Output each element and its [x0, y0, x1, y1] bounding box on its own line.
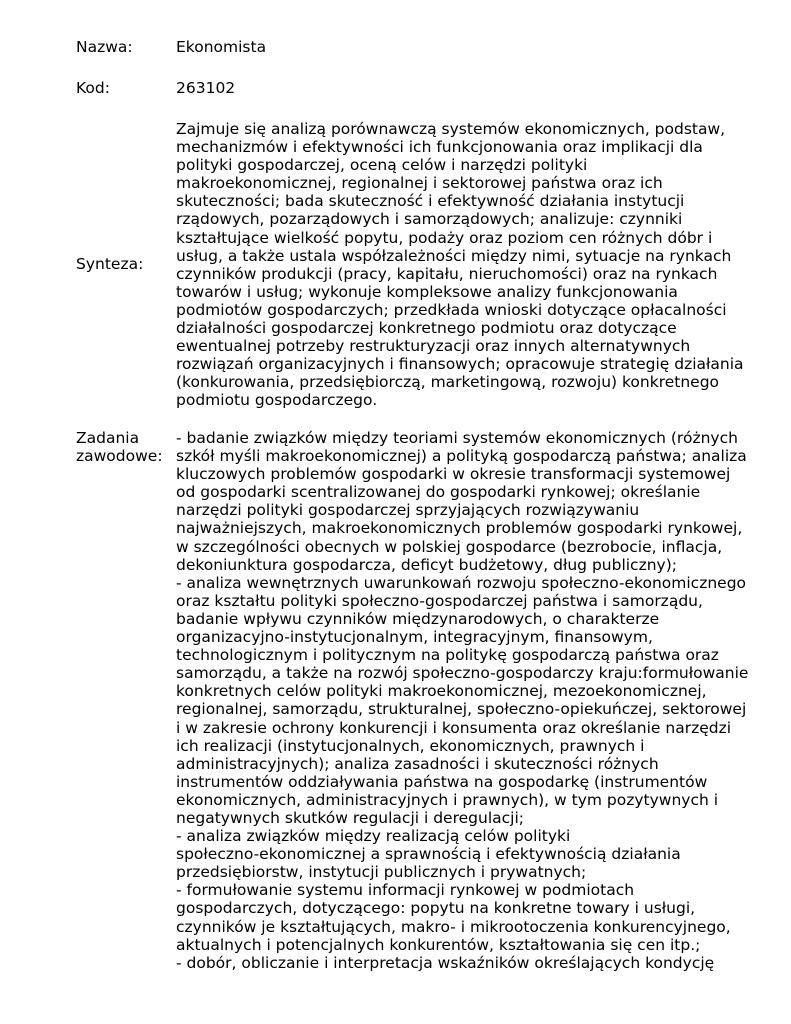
text-line: (konkurowania, przedsiębiorczą, marketingową, rozwoju) konkretnego [176, 373, 720, 392]
nazwa-label: Nazwa: [76, 38, 133, 56]
zadania-text [176, 429, 756, 972]
text-line: konkretnych celów polityki makroekonomicznej, mezoekonomicznej, [176, 682, 707, 701]
text-line: regionalnej, samorządu, strukturalnej, społeczno-opiekuńczej, sektorowej [176, 700, 747, 719]
text-line: polityki gospodarczej, oceną celów i narzędzi polityki [176, 156, 588, 175]
text-line: negatywnych skutków regulacji i deregulacji; [176, 808, 524, 827]
text-line: Zajmuje się analizą porównawczą systemów ekonomicznych, podstaw, [176, 120, 726, 138]
text-line: ich realizacji (instytucjonalnych, ekonomicznych, prawnych i [176, 736, 645, 755]
text-line: podmiotów gospodarczych; przedkłada wnioski dotyczące opłacalności [176, 300, 727, 319]
text-line: od gospodarki scentralizowanej do gospodarki rynkowej; określanie [176, 483, 701, 502]
text-line: - analiza wewnętrznych uwarunkowań rozwoju społeczno-ekonomicznego [176, 573, 747, 592]
text-line: skuteczności; bada skuteczność i efektywność działania instytucji [176, 192, 685, 211]
text-line: kluczowych problemów gospodarki w okresie transformacji systemowej [176, 465, 731, 484]
text-line: badanie wpływu czynników międzynarodowych, o charakterze [176, 609, 660, 628]
text-line: kształtujące wielkość popytu, podaży oraz poziom cen różnych dóbr i [176, 228, 713, 247]
text-line: administracyjnych); analiza zasadności i skuteczności różnych [176, 754, 659, 773]
text-line: czynników produkcji (pracy, kapitału, nieruchomości) oraz na rynkach [176, 264, 718, 283]
text-line: czynników je kształtujących, makro- i mikrootoczenia konkurencyjnego, [176, 917, 731, 936]
text-line: - badanie związków między teoriami systemów ekonomicznych (różnych [176, 429, 738, 447]
text-line: działalności gospodarczej konkretnego podmiotu oraz dotyczące [176, 319, 677, 338]
zadania-label: Zadania zawodowe: [76, 429, 163, 466]
text-line: organizacyjno-instytucjonalnym, integracyjnym, finansowym, [176, 628, 653, 647]
nazwa-value: Ekonomista [176, 38, 267, 56]
text-line: w szczególności obecnych w polskiej gospodarce (bezrobocie, inflacja, [176, 537, 723, 556]
text-line: rozwiązań organizacyjnych i finansowych; opracowuje strategię działania [176, 355, 744, 374]
text-line: - dobór, obliczanie i interpretacja wskaźników określających kondycję [176, 953, 715, 972]
text-line: najważniejszych, makroekonomicznych problemów gospodarki rynkowej, [176, 519, 743, 538]
text-line: ewentualnej potrzeby restrukturyzacji oraz innych alternatywnych [176, 337, 691, 356]
text-line: i w zakresie ochrony konkurencji i konsumenta oraz określanie narzędzi [176, 718, 732, 737]
kod-value: 263102 [176, 79, 236, 97]
kod-label: Kod: [76, 79, 110, 97]
text-line: narzędzi polityki gospodarczej sprzyjających rozwiązywaniu [176, 501, 640, 520]
text-line: mechanizmów i efektywności ich funkcjonowania oraz implikacji dla [176, 138, 703, 157]
text-line: towarów i usług; wykonuje kompleksowe analizy funkcjonowania [176, 282, 678, 301]
text-line: oraz kształtu polityki społeczno-gospodarczej państwa i samorządu, [176, 591, 703, 610]
synteza-label: Synteza: [76, 255, 144, 273]
text-line: instrumentów oddziaływania państwa na gospodarkę (instrumentów [176, 772, 708, 791]
text-line: ekonomicznych, administracyjnych i prawnych), w tym pozytywnych i [176, 790, 719, 809]
text-line: przedsiębiorstw, instytucji publicznych i prywatnych; [176, 863, 587, 882]
text-line: - analiza związków między realizacją celów polityki [176, 827, 571, 846]
text-line: podmiotu gospodarczego. [176, 391, 378, 410]
text-line: samorządu, a także na rozwój społeczno-gospodarczy kraju:formułowanie [176, 664, 749, 683]
text-line: społeczno-ekonomicznej a sprawnością i efektywnością działania [176, 845, 681, 864]
text-line: szkół myśli makroekonomicznej) a polityką gospodarczą państwa; analiza [176, 447, 747, 466]
text-line: rządowych, pozarządowych i samorządowych; analizuje: czynniki [176, 210, 683, 229]
text-line: aktualnych i potencjalnych konkurentów, kształtowania się cen itp.; [176, 935, 701, 954]
text-line: dekoniunktura gospodarcza, deficyt budżetowy, dług publiczny); [176, 555, 677, 574]
synteza-text [176, 120, 756, 410]
text-line: gospodarczych, dotyczącego: popytu na konkretne towary i usługi, [176, 899, 696, 918]
text-line: usług, a także ustala współzależności między nimi, sytuacje na rynkach [176, 246, 732, 265]
text-line: technologicznym i politycznym na politykę gospodarczą państwa oraz [176, 646, 719, 665]
text-line: makroekonomicznej, regionalnej i sektorowej państwa oraz ich [176, 174, 663, 193]
text-line: - formułowanie systemu informacji rynkowej w podmiotach [176, 881, 635, 900]
